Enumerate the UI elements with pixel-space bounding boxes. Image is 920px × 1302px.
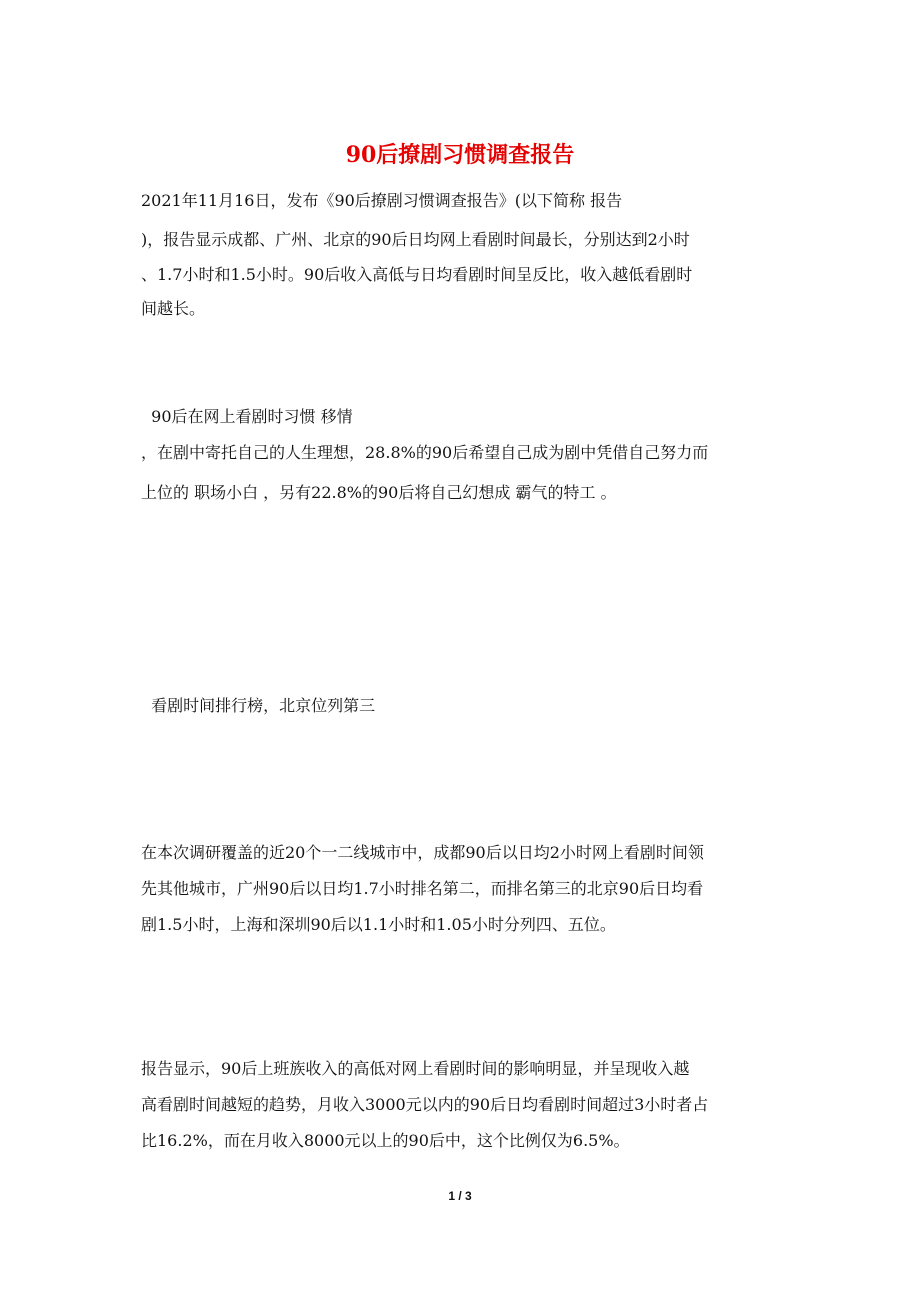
text-line: 比16.2%，而在月收入8000元以上的90后中，这个比例仅为6.5%。 [141, 1131, 630, 1150]
text-line: 2021年11月16日，发布《90后撩剧习惯调查报告》(以下简称 报告 [141, 191, 623, 210]
text-line: 剧1.5小时，上海和深圳90后以1.1小时和1.05小时分列四、五位。 [141, 915, 616, 934]
text-line: 在本次调研覆盖的近20个一二线城市中，成都90后以日均2小时网上看剧时间领 [141, 843, 704, 862]
text-line: 、1.7小时和1.5小时。90后收入高低与日均看剧时间呈反比，收入越低看剧时 [141, 265, 693, 284]
section-heading: 看剧时间排行榜，北京位列第三 [141, 696, 376, 715]
document-title: 90后撩剧习惯调查报告 [345, 142, 575, 168]
text-line: 上位的 职场小白 ，另有22.8%的90后将自己幻想成 霸气的特工 。 [141, 483, 617, 502]
text-line: )，报告显示成都、广州、北京的90后日均网上看剧时间最长，分别达到2小时 [141, 230, 690, 249]
text-line: ，在剧中寄托自己的人生理想，28.8%的90后希望自己成为剧中凭借自己努力而 [141, 443, 709, 462]
text-line: 间越长。 [141, 299, 206, 318]
text-line: 高看剧时间越短的趋势，月收入3000元以内的90后日均看剧时间超过3小时者占 [141, 1095, 709, 1114]
page-number: 1 / 3 [448, 1189, 472, 1203]
text-line: 先其他城市，广州90后以日均1.7小时排名第二，而排名第三的北京90后日均看 [141, 879, 704, 898]
text-line: 报告显示，90后上班族收入的高低对网上看剧时间的影响明显，并呈现收入越 [141, 1059, 690, 1078]
text-line: 90后在网上看剧时习惯 移情 [141, 407, 353, 426]
